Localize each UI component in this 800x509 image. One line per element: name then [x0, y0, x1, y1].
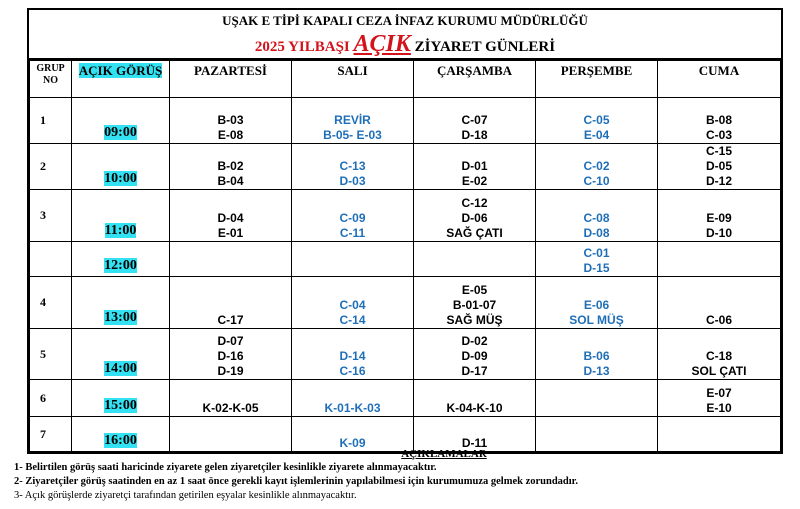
ward-label: E-02 — [461, 174, 488, 188]
table-row — [30, 329, 781, 380]
time-cell — [72, 380, 170, 417]
schedule-cell — [658, 380, 781, 417]
schedule-cell — [292, 329, 414, 380]
ward-label: REVİR — [334, 113, 371, 127]
ward-label: D-14 — [339, 349, 366, 363]
schedule-cell — [170, 380, 292, 417]
ward-label: E-05 — [461, 283, 488, 297]
ward-label: C-05 — [583, 113, 610, 127]
ward-label: B-03 — [217, 113, 244, 127]
ward-label: D-12 — [705, 174, 732, 188]
schedule-cell — [292, 98, 414, 144]
group-number: 2 — [30, 144, 72, 190]
ward-label: D-01 — [461, 159, 488, 173]
schedule-cell — [414, 329, 536, 380]
time-label: 15:00 — [104, 398, 137, 413]
ward-label: SAĞ ÇATI — [446, 226, 503, 240]
ward-label: C-17 — [217, 313, 244, 327]
notes-heading: AÇIKLAMALAR — [401, 448, 487, 460]
ward-label: B-04 — [217, 174, 244, 188]
ward-label: D-10 — [705, 226, 732, 240]
ward-label: SOL ÇATI — [691, 364, 747, 378]
ward-label: B-05- E-03 — [323, 128, 382, 142]
ward-label: E-10 — [706, 401, 732, 415]
table-row — [30, 277, 781, 329]
time-label: 12:00 — [104, 258, 137, 273]
ward-label: C-16 — [339, 364, 366, 378]
schedule-cell — [292, 277, 414, 329]
schedule-cell — [536, 242, 658, 277]
time-cell — [72, 98, 170, 144]
group-number: 1 — [30, 98, 72, 144]
title-suffix: ZİYARET GÜNLERİ — [414, 39, 556, 55]
table-row — [30, 242, 781, 277]
group-number: 4 — [30, 277, 72, 329]
schedule-cell — [414, 190, 536, 242]
header-row — [30, 61, 781, 98]
ward-label: C-03 — [705, 128, 732, 142]
time-label: 16:00 — [104, 433, 137, 448]
header-day: PERŞEMBE — [536, 61, 658, 98]
ward-label: D-17 — [461, 364, 488, 378]
schedule-cell — [170, 277, 292, 329]
schedule-cell — [292, 380, 414, 417]
schedule-cell — [536, 190, 658, 242]
ward-label: D-19 — [217, 364, 244, 378]
schedule-cell — [536, 329, 658, 380]
ward-label: K-09 — [339, 436, 366, 450]
schedule-cell — [536, 98, 658, 144]
schedule-cell — [414, 380, 536, 417]
schedule-cell — [170, 190, 292, 242]
ward-label: C-04 — [339, 298, 366, 312]
schedule-cell — [658, 242, 781, 277]
header-time-label: AÇIK GÖRÜŞ — [78, 63, 163, 78]
schedule-cell — [292, 242, 414, 277]
schedule-cell — [170, 242, 292, 277]
schedule-title — [29, 31, 781, 58]
ward-label: C-12 — [461, 196, 488, 210]
ward-label: E-09 — [706, 211, 732, 225]
schedule-document — [27, 8, 783, 454]
ward-label: C-02 — [583, 159, 610, 173]
schedule-cell — [536, 380, 658, 417]
schedule-cell — [414, 144, 536, 190]
schedule-cell — [170, 144, 292, 190]
ward-label: C-11 — [339, 226, 366, 240]
table-row — [30, 190, 781, 242]
header-grup: GRUP NO — [30, 61, 72, 98]
time-cell — [72, 242, 170, 277]
ward-label: B-01-07 — [452, 298, 497, 312]
ward-label: E-08 — [217, 128, 244, 142]
ward-label: D-06 — [461, 211, 488, 225]
ward-label: C-18 — [705, 349, 732, 363]
ward-label: K-02-K-05 — [202, 401, 259, 415]
schedule-cell — [658, 98, 781, 144]
schedule-cell — [170, 329, 292, 380]
ward-label: D-16 — [217, 349, 244, 363]
schedule-table — [29, 60, 781, 452]
header-day: PAZARTESİ — [170, 61, 292, 98]
group-number: 5 — [30, 329, 72, 380]
note-item: 2- Ziyaretçiler görüş saatinden en az 1 saat önce gerekli kayıt işlemlerinin yapılabilmesi için kurumumuza gelmek zorundadır. — [14, 476, 578, 487]
ward-label: D-15 — [583, 261, 610, 275]
notes-section — [14, 447, 794, 503]
ward-label: C-01 — [583, 246, 610, 260]
ward-label: C-09 — [339, 211, 366, 225]
schedule-cell — [658, 277, 781, 329]
ward-label: B-08 — [705, 113, 732, 127]
schedule-cell — [414, 242, 536, 277]
time-label: 09:00 — [104, 125, 137, 140]
schedule-cell — [170, 98, 292, 144]
header-day: CUMA — [658, 61, 781, 98]
ward-label: C-10 — [583, 174, 610, 188]
header-time — [72, 61, 170, 98]
ward-label: D-11 — [461, 436, 488, 450]
time-label: 10:00 — [104, 171, 137, 186]
ward-label: B-02 — [217, 159, 244, 173]
ward-label: C-15 — [705, 144, 732, 158]
ward-label: D-09 — [461, 349, 488, 363]
note-item: 3- Açık görüşlerde ziyaretçi tarafından getirilen eşyalar kesinlikle alınmayacaktır. — [14, 490, 357, 501]
ward-label: D-02 — [461, 334, 488, 348]
title-prefix: 2025 YILBAŞI — [254, 39, 350, 55]
ward-label: C-07 — [461, 113, 488, 127]
ward-label: C-14 — [339, 313, 366, 327]
title-block — [29, 10, 781, 60]
ward-label: D-08 — [583, 226, 610, 240]
institution-title: UŞAK E TİPİ KAPALI CEZA İNFAZ KURUMU MÜDÜRLÜĞÜ — [222, 13, 588, 28]
table-row — [30, 380, 781, 417]
group-number: 7 — [30, 417, 72, 452]
schedule-cell — [414, 277, 536, 329]
ward-label: SOL MÜŞ — [569, 313, 624, 327]
ward-label: B-06 — [583, 349, 610, 363]
schedule-cell — [292, 144, 414, 190]
ward-label: E-06 — [583, 298, 610, 312]
ward-label: D-07 — [217, 334, 244, 348]
ward-label: D-13 — [583, 364, 610, 378]
table-row — [30, 98, 781, 144]
time-label: 13:00 — [104, 310, 137, 325]
ward-label: SAĞ MÜŞ — [446, 313, 503, 327]
time-cell — [72, 144, 170, 190]
time-label: 14:00 — [104, 361, 137, 376]
ward-label: D-04 — [217, 211, 244, 225]
schedule-cell — [414, 98, 536, 144]
header-day: SALI — [292, 61, 414, 98]
schedule-cell — [292, 190, 414, 242]
ward-label: K-04-K-10 — [446, 401, 503, 415]
ward-label: E-07 — [706, 386, 732, 400]
group-number: 6 — [30, 380, 72, 417]
ward-label: D-18 — [461, 128, 488, 142]
time-cell — [72, 190, 170, 242]
ward-label: C-06 — [705, 313, 732, 327]
schedule-cell — [536, 277, 658, 329]
group-number: 3 — [30, 190, 72, 242]
time-label: 11:00 — [104, 223, 137, 238]
schedule-cell — [658, 144, 781, 190]
title-emphasis: AÇIK — [353, 31, 411, 57]
ward-label: C-13 — [339, 159, 366, 173]
schedule-cell — [536, 144, 658, 190]
schedule-cell — [658, 329, 781, 380]
ward-label: E-01 — [217, 226, 244, 240]
time-cell — [72, 277, 170, 329]
ward-label: E-04 — [583, 128, 610, 142]
header-day: ÇARŞAMBA — [414, 61, 536, 98]
schedule-cell — [658, 190, 781, 242]
ward-label: D-03 — [339, 174, 366, 188]
ward-label: K-01-K-03 — [324, 401, 381, 415]
table-row — [30, 144, 781, 190]
ward-label: D-05 — [705, 159, 732, 173]
group-number — [30, 242, 72, 277]
note-item: 1- Belirtilen görüş saati haricinde ziyarete gelen ziyaretçiler kesinlikle ziyarete alınmayacaktır. — [14, 462, 437, 473]
ward-label: C-08 — [583, 211, 610, 225]
time-cell — [72, 329, 170, 380]
